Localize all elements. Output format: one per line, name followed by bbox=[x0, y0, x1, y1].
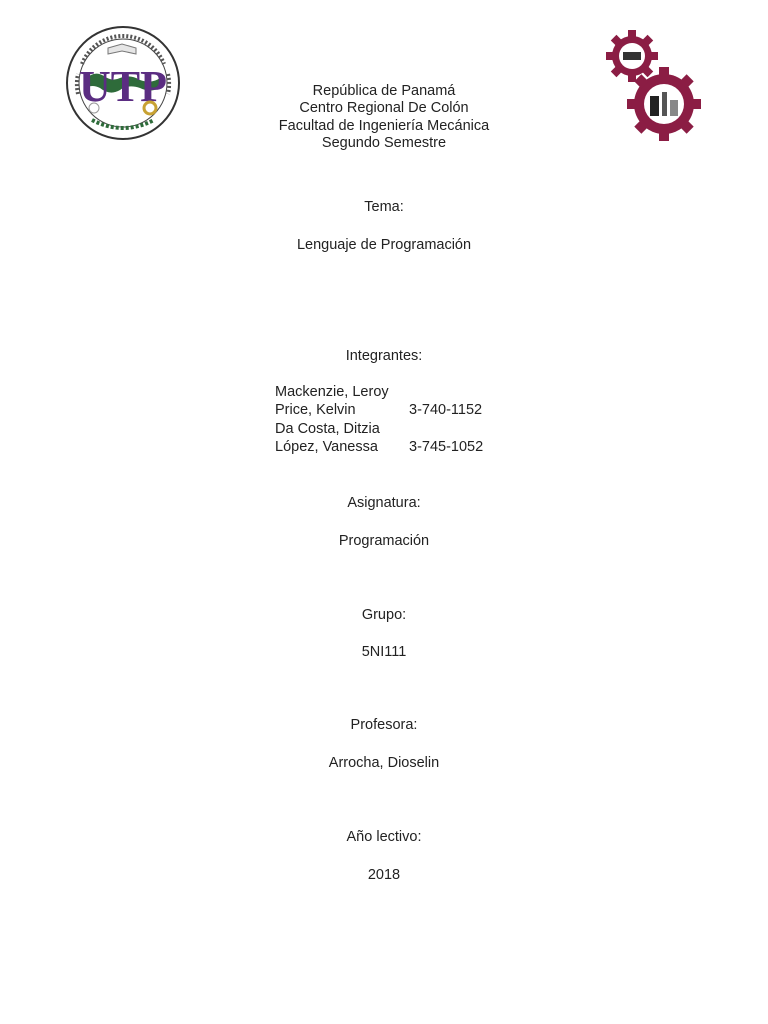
grupo-value: 5NI111 bbox=[361, 644, 407, 660]
member-id: 3-745-1052 bbox=[409, 438, 484, 455]
profesora-label: Profesora: bbox=[350, 717, 418, 733]
integrantes-label: Integrantes: bbox=[345, 348, 423, 364]
anio-value: 2018 bbox=[367, 867, 401, 883]
member-name: Da Costa, Ditzia bbox=[275, 420, 380, 437]
header-semester: Segundo Semestre bbox=[321, 135, 447, 151]
asignatura-label: Asignatura: bbox=[347, 495, 421, 511]
member-row bbox=[275, 438, 483, 456]
member-name: López, Vanessa bbox=[275, 438, 378, 455]
header-faculty: Facultad de Ingeniería Mecánica bbox=[278, 118, 490, 134]
tema-label: Tema: bbox=[364, 199, 404, 215]
member-name: Mackenzie, Leroy bbox=[275, 384, 389, 400]
member-row bbox=[275, 420, 483, 438]
profesora-value: Arrocha, Dioselin bbox=[328, 755, 440, 771]
member-id: 3-740-1152 bbox=[409, 402, 483, 419]
header-regional-center: Centro Regional De Colón bbox=[299, 100, 469, 116]
tema-value: Lenguaje de Programación bbox=[296, 237, 472, 253]
anio-label: Año lectivo: bbox=[346, 829, 422, 845]
member-name: Price, Kelvin bbox=[275, 402, 356, 419]
header-country: República de Panamá bbox=[312, 83, 456, 99]
member-row bbox=[275, 401, 483, 419]
members-list bbox=[275, 383, 483, 456]
member-row bbox=[275, 383, 483, 401]
utp-logo-letters: UTP bbox=[79, 62, 167, 111]
grupo-label: Grupo: bbox=[361, 607, 407, 623]
asignatura-value: Programación bbox=[338, 533, 430, 549]
